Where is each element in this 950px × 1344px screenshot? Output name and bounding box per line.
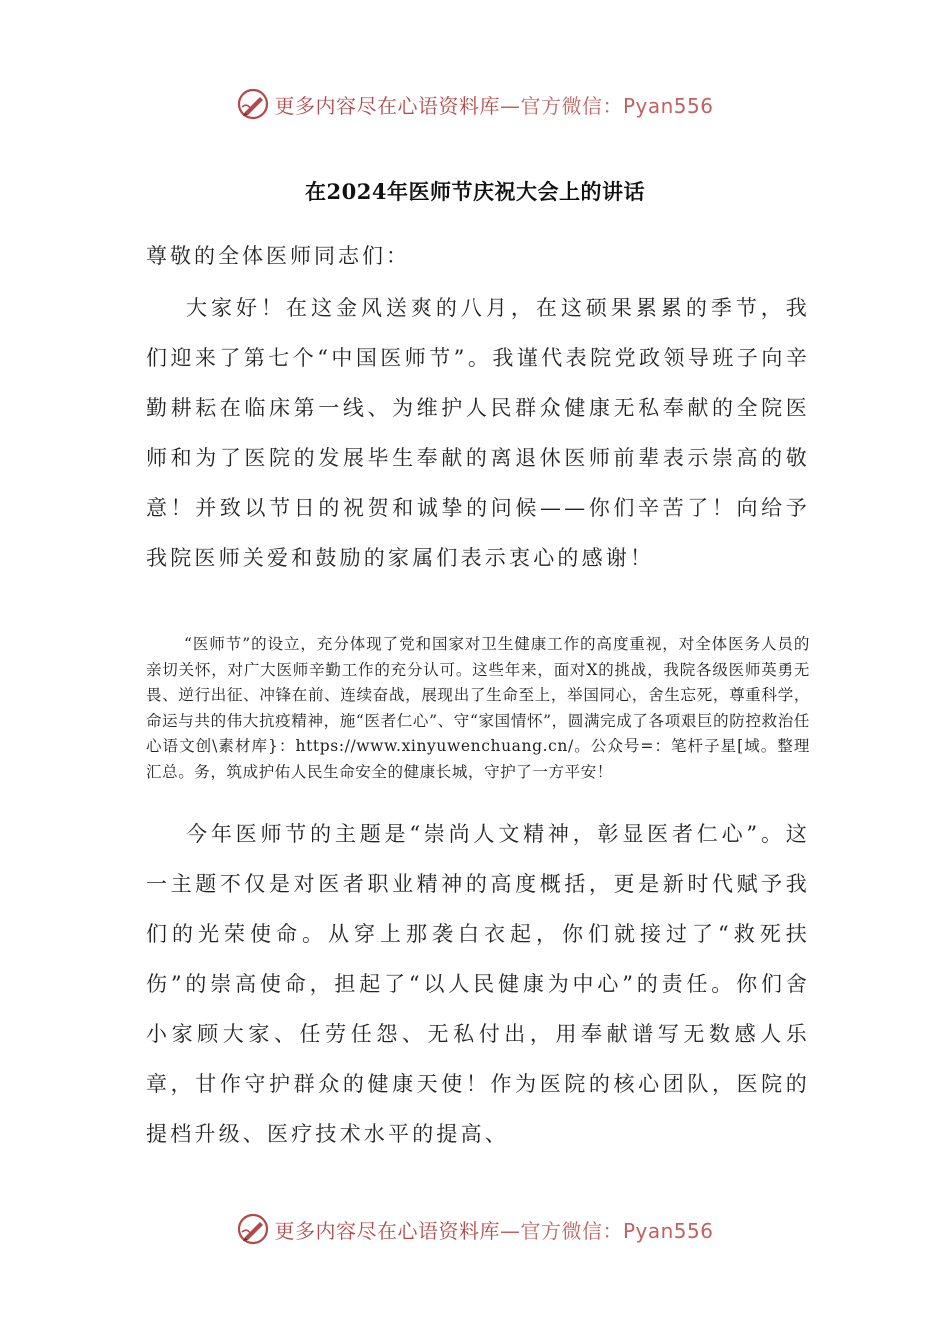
paragraph-3: 今年医师节的主题是“崇尚人文精神，彰显医者仁心”。这一主题不仅是对医者职业精神的高度概括，更是新时代赋予我们的光荣使命。从穿上那袭白衣起，你们就接过了“救死扶伤”的崇高使命，担起了“以人民健康为中心”的责任。你们舍小家顾大家、任劳任怨、无私付出，用奉献谱写无数感人乐章，甘作守护群众的健康天使！作为医院的核心团队，医院的提档升级、医疗技术水平的提高、 (146, 822, 810, 1146)
banner-sub-text: —官方微信：Pyan556 (499, 1218, 714, 1243)
pen-logo-icon (236, 87, 270, 121)
banner-main-text: 更多内容尽在心语资料库 (274, 93, 500, 118)
banner-sub-text: —官方微信：Pyan556 (499, 93, 714, 118)
paragraph-1: 大家好！在这金风送爽的八月，在这硕果累累的季节，我们迎来了第七个“中国医师节”。我谨代表院党政领导班子向辛勤耕耘在临床第一线、为维护人民群众健康无私奉献的全院医师和为了医院的发展毕生奉献的离退休医师前辈表示崇高的敬意！并致以节日的祝贺和诚挚的问候——你们辛苦了！向给予我院医师关爱和鼓励的家属们表示衷心的感谢！ (146, 296, 810, 570)
banner-text (274, 90, 713, 119)
paragraph-2: “医师节”的设立，充分体现了党和国家对卫生健康工作的高度重视，对全体医务人员的亲切关怀，对广大医师辛勤工作的充分认可。这些年来，面对X的挑战，我院各级医师英勇无畏、逆行出征、冲锋在前、连续奋战，展现出了生命至上，举国同心，舍生忘死，尊重科学，命运与共的伟大抗疫精神，施“医者仁心”、守“家国情怀”，圆满完成了各项艰巨的防控救治任心语文创\素材库}：https://www.xinyuwenchuang.cn/。公众号=：笔杆子星[域。整理汇总。务，筑成护佑人民生命安全的健康长城，守护了一方平安！ (146, 635, 810, 781)
banner-text (274, 1215, 713, 1244)
salutation: 尊敬的全体医师同志们： (146, 244, 410, 268)
banner-main-text: 更多内容尽在心语资料库 (274, 1218, 500, 1243)
page-title: 在2024年医师节庆祝大会上的讲话 (305, 179, 645, 204)
pen-logo-icon (236, 1212, 270, 1246)
footer-banner (0, 1207, 950, 1251)
header-banner (0, 82, 950, 126)
